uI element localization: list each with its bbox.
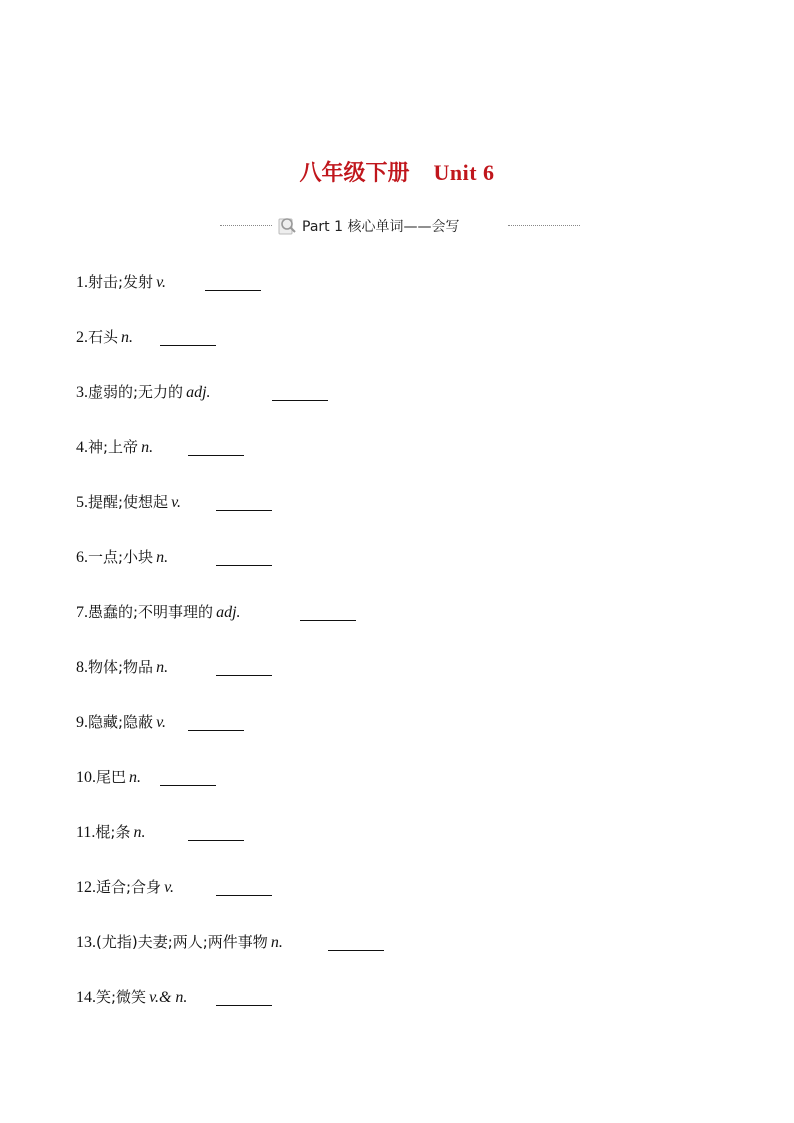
answer-blank[interactable] [216, 565, 272, 566]
answer-blank[interactable] [328, 950, 384, 951]
question-item [76, 327, 133, 348]
question-item [76, 822, 145, 843]
question-item [76, 712, 166, 733]
question-chinese: (尤指)夫妻;两人;两件事物 [96, 933, 268, 951]
magnifier-icon [276, 215, 298, 237]
question-item [76, 547, 168, 568]
question-number: 7. [76, 604, 88, 621]
question-chinese: 神;上帝 [88, 438, 139, 456]
question-item [76, 767, 141, 788]
question-chinese: 棍;条 [95, 823, 131, 841]
part-of-speech: n. [156, 549, 169, 566]
question-chinese: 笑;微笑 [96, 988, 147, 1006]
answer-blank[interactable] [300, 620, 356, 621]
dotted-divider-left [220, 225, 272, 226]
answer-blank[interactable] [205, 290, 261, 291]
question-number: 6. [76, 549, 88, 566]
question-number: 3. [76, 384, 88, 401]
part-of-speech: n. [129, 769, 142, 786]
question-chinese: 适合;合身 [96, 878, 162, 896]
question-item [76, 437, 153, 458]
part-heading [220, 214, 580, 238]
question-item [76, 602, 241, 623]
answer-blank[interactable] [188, 840, 244, 841]
title-grade: 八年级下册 [299, 161, 410, 186]
answer-blank[interactable] [272, 400, 328, 401]
answer-blank[interactable] [216, 895, 272, 896]
answer-blank[interactable] [160, 345, 216, 346]
part-of-speech: n. [156, 659, 169, 676]
question-chinese: 射击;发射 [88, 273, 154, 291]
question-number: 14. [76, 989, 96, 1006]
question-number: 10. [76, 769, 96, 786]
question-chinese: 提醒;使想起 [88, 493, 169, 511]
question-number: 5. [76, 494, 88, 511]
question-chinese: 愚蠢的;不明事理的 [88, 603, 214, 621]
question-number: 4. [76, 439, 88, 456]
answer-blank[interactable] [188, 455, 244, 456]
answer-blank[interactable] [188, 730, 244, 731]
question-number: 1. [76, 274, 88, 291]
question-item [76, 272, 166, 293]
answer-blank[interactable] [216, 675, 272, 676]
question-item [76, 492, 181, 513]
question-chinese: 尾巴 [96, 768, 127, 786]
question-number: 11. [76, 824, 96, 841]
question-chinese: 石头 [88, 328, 119, 346]
part-of-speech: adj. [186, 384, 211, 401]
page-title [0, 156, 794, 187]
question-item [76, 932, 283, 953]
answer-blank[interactable] [216, 510, 272, 511]
question-chinese: 隐藏;隐蔽 [88, 713, 154, 731]
dotted-divider-right [508, 225, 580, 226]
part-of-speech: v. [156, 274, 166, 291]
question-chinese: 一点;小块 [88, 548, 154, 566]
question-chinese: 物体;物品 [88, 658, 154, 676]
answer-blank[interactable] [160, 785, 216, 786]
part-of-speech: v.& n. [149, 989, 188, 1006]
part-label: Part 1 核心单词——会写 [302, 219, 460, 235]
part-of-speech: v. [164, 879, 174, 896]
title-unit: Unit 6 [433, 160, 495, 185]
part-of-speech: adj. [216, 604, 241, 621]
question-chinese: 虚弱的;无力的 [88, 383, 184, 401]
answer-blank[interactable] [216, 1005, 272, 1006]
question-number: 12. [76, 879, 96, 896]
question-number: 13. [76, 934, 96, 951]
question-item [76, 382, 211, 403]
part-of-speech: n. [133, 824, 146, 841]
part-of-speech: n. [121, 329, 134, 346]
question-item [76, 657, 168, 678]
part-of-speech: v. [171, 494, 181, 511]
question-item [76, 877, 174, 898]
question-number: 2. [76, 329, 88, 346]
question-item [76, 987, 187, 1008]
question-number: 8. [76, 659, 88, 676]
part-of-speech: v. [156, 714, 166, 731]
part-of-speech: n. [141, 439, 154, 456]
part-of-speech: n. [270, 934, 283, 951]
question-number: 9. [76, 714, 88, 731]
